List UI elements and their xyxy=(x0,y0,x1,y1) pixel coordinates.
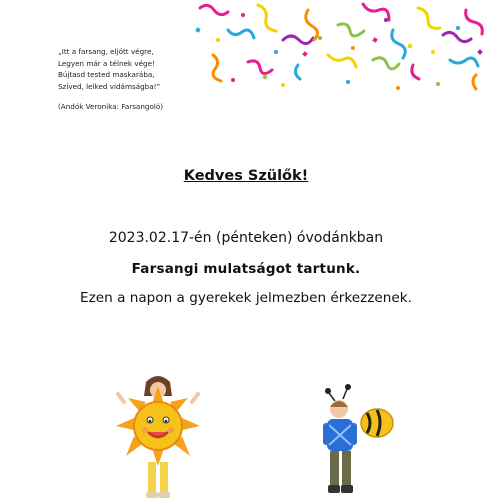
poem-line: Bújtasd tested maskarába, xyxy=(58,70,155,80)
child-sun-costume-image xyxy=(110,368,206,500)
event-date-text: 2023.02.17-én (pénteken) óvodánkban xyxy=(108,230,384,246)
poem-line: Szíved, lelked vidámságba!” xyxy=(58,81,161,91)
costume-instruction-text: Ezen a napon a gyerekek jelmezben érkezzenek. xyxy=(80,290,412,306)
poem-citation: (Andók Veronika: Farsangoló) xyxy=(58,102,164,112)
event-announcement: Farsangi mulatságot tartunk. xyxy=(131,261,361,277)
poem-line: „Itt a farsang, eljött végre, xyxy=(58,47,154,56)
child-bee-costume-image xyxy=(315,375,395,500)
greeting-heading: Kedves Szülők! xyxy=(183,168,309,184)
confetti-streamers-image xyxy=(188,0,492,95)
poem-line: Legyen már a télnek vége! xyxy=(58,58,155,68)
poem-block xyxy=(58,46,163,113)
